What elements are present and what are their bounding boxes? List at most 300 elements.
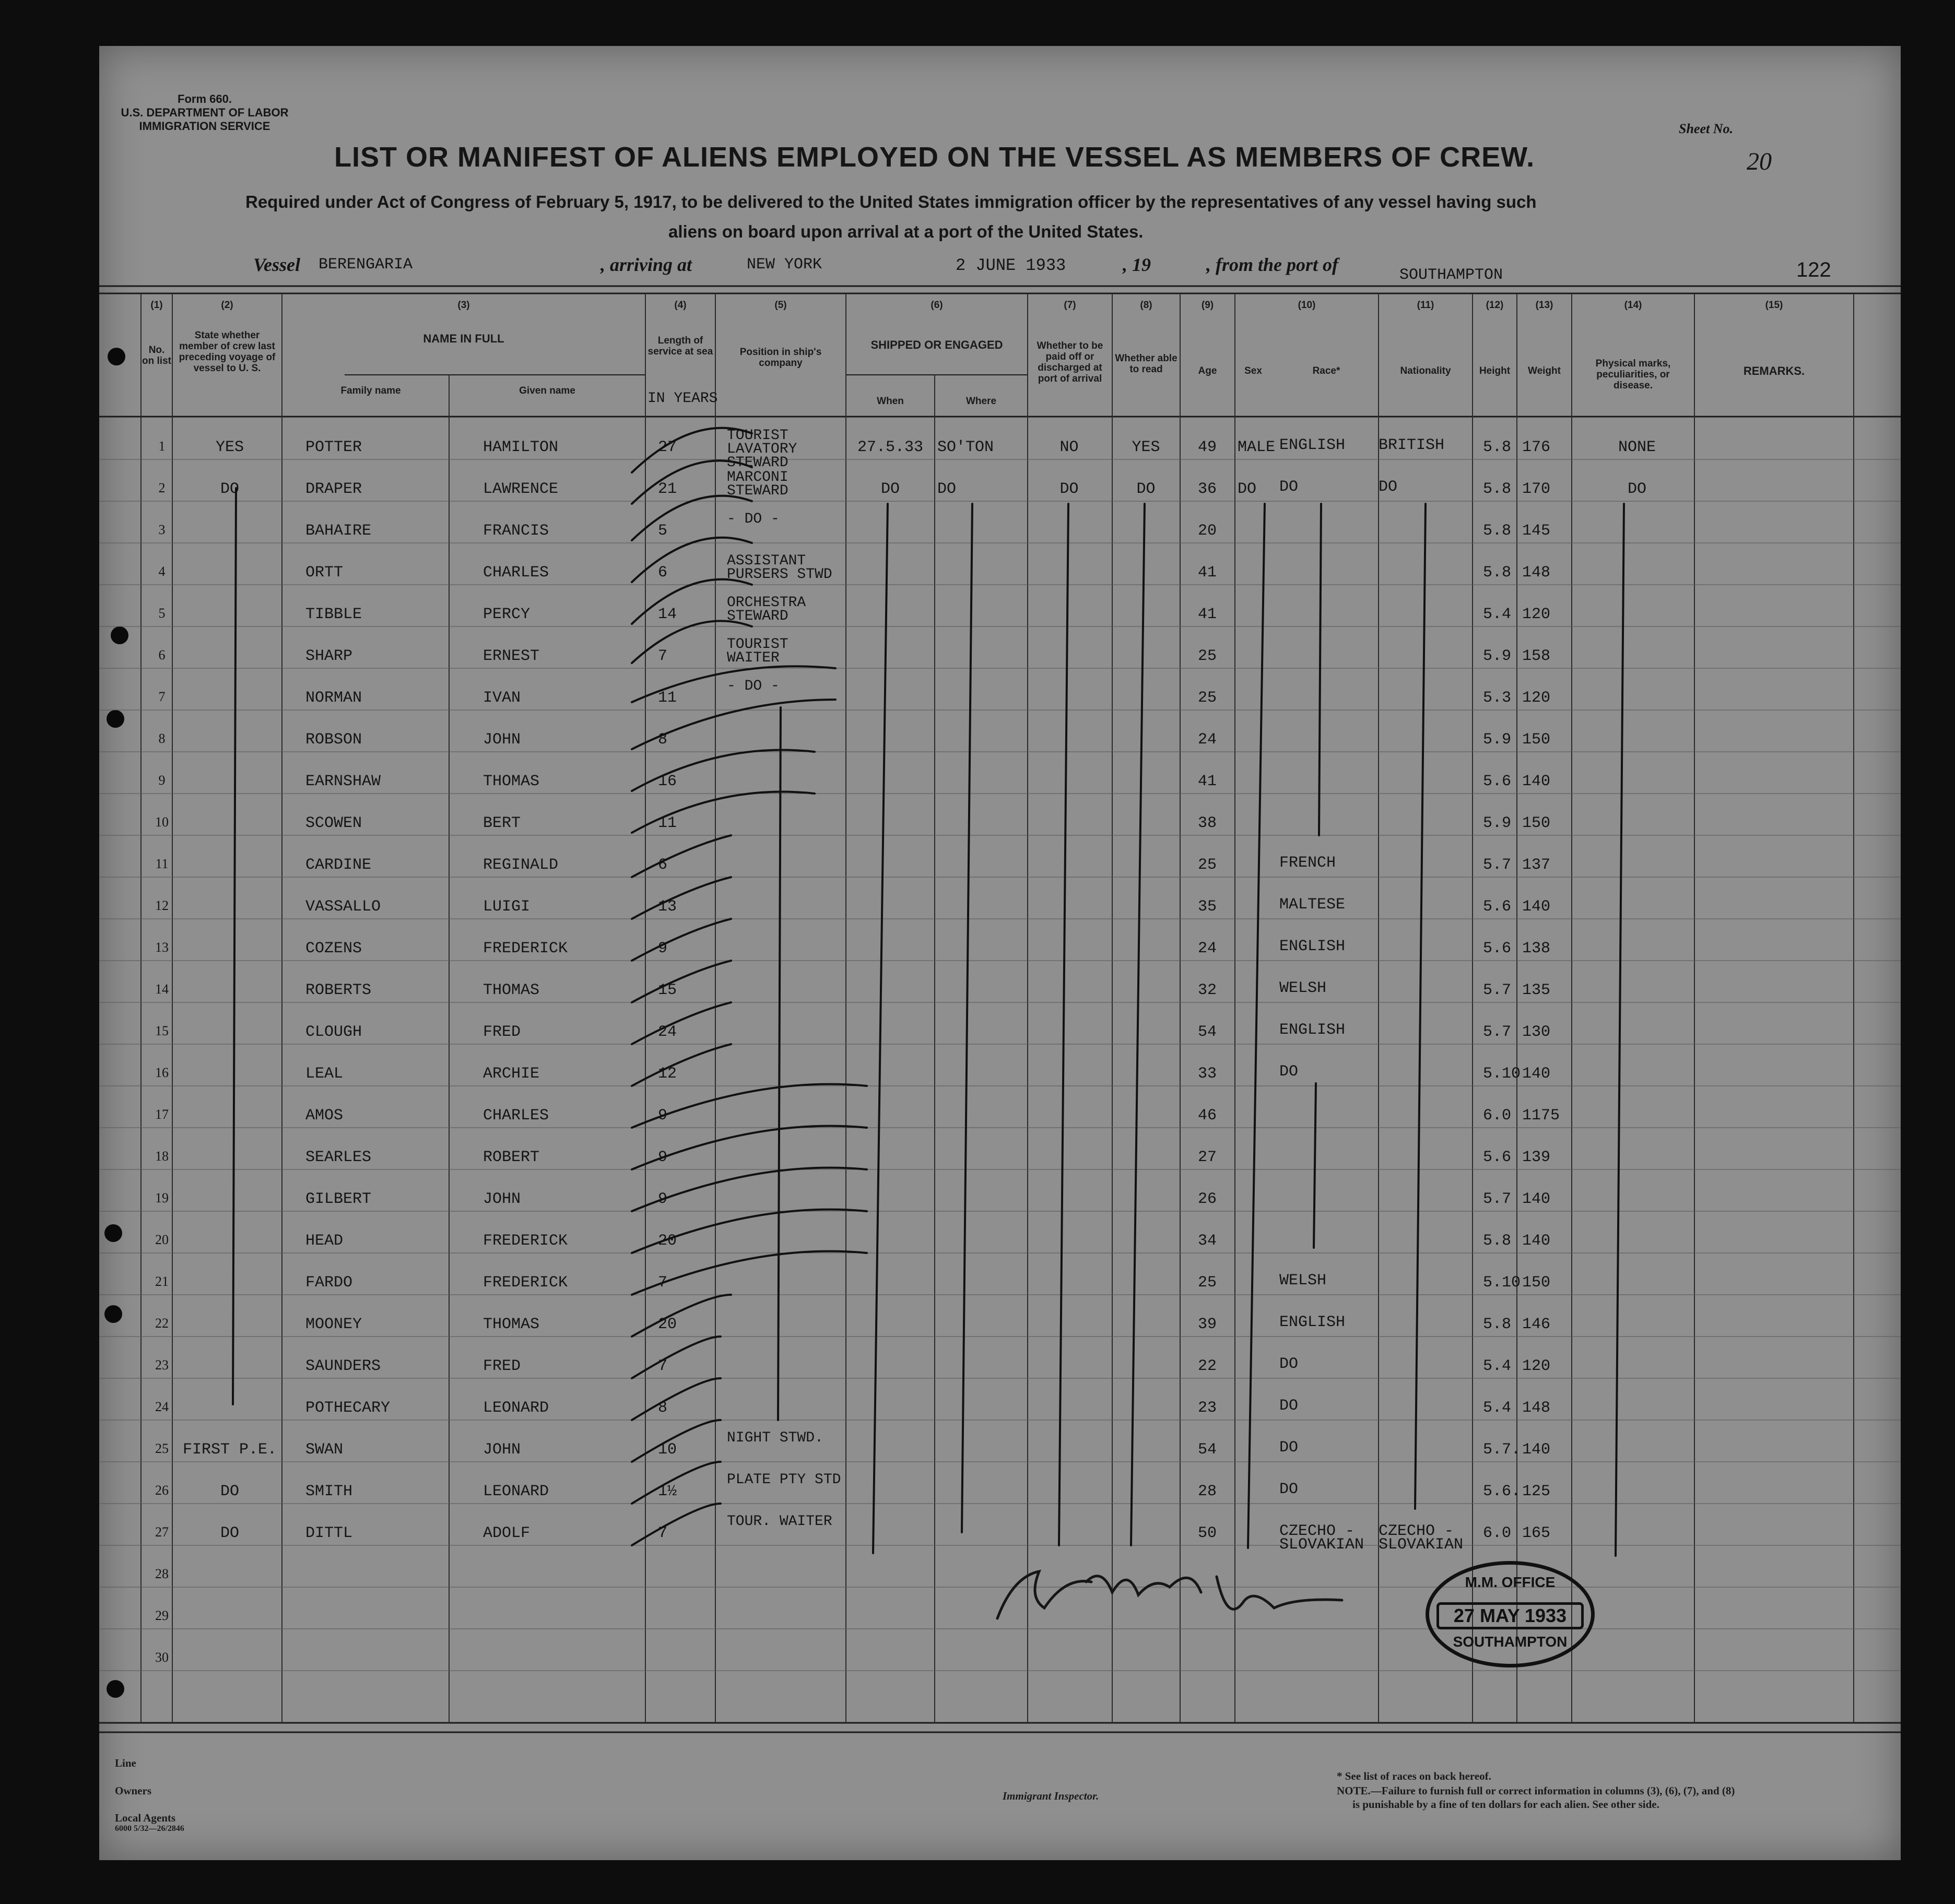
row-service-years: 5 [658,522,668,540]
row-service-years: 8 [658,731,668,749]
row-weight: 150 [1522,814,1551,832]
office-stamp [1426,1561,1595,1668]
row-age: 36 [1197,480,1217,498]
row-given-name: FREDERICK [483,940,568,957]
row-service-years: 6 [658,856,668,874]
row-family-name: DRAPER [305,480,362,498]
row-given-name: ERNEST [483,647,540,665]
row-service-years: 9 [658,1107,668,1125]
row-position: TOUR. WAITER [727,1513,832,1530]
column-number: (6) [931,300,943,311]
row-row-number: 30 [155,1650,169,1665]
footer-owners: Owners [115,1784,151,1797]
row-row-number: 18 [155,1149,169,1164]
header-physical-marks: Physical marks, peculiarities, or disease. [1595,358,1671,391]
row-previous-voyage: DO [220,1483,239,1500]
row-race: ENGLISH [1279,436,1346,454]
column-number: (9) [1201,300,1214,311]
arriving-label: , arriving at [600,254,692,275]
row-race: DO [1279,478,1299,496]
row-height: 5.8 [1483,1316,1512,1333]
row-age: 20 [1197,522,1217,540]
row-given-name: FRANCIS [483,522,549,540]
header-race: Race* [1312,365,1340,376]
column-number: (12) [1486,300,1504,311]
row-given-name: FRED [483,1023,521,1041]
row-age: 25 [1197,689,1217,707]
row-row-number: 22 [155,1316,169,1331]
row-age: 41 [1197,564,1217,582]
row-given-name: FREDERICK [483,1232,568,1250]
row-service-years: 10 [658,1441,677,1459]
row-family-name: POTTER [305,439,362,456]
row-age: 34 [1197,1232,1217,1250]
header-length-of-service: Length of service at sea [647,335,713,357]
row-service-years: 6 [658,564,668,582]
row-family-name: DITTL [305,1524,353,1542]
row-row-number: 20 [155,1232,169,1247]
row-weight: 120 [1522,606,1551,623]
column-number: (15) [1765,300,1783,311]
sheet-label: Sheet No. [1679,121,1733,136]
row-age: 50 [1197,1524,1217,1542]
row-service-years: 9 [658,1149,668,1166]
row-age: 49 [1197,439,1217,456]
row-nationality: DO [1379,478,1398,496]
row-service-years: 21 [658,480,677,498]
row-given-name: LAWRENCE [483,480,559,498]
column-number: (8) [1140,300,1152,311]
row-service-years: 15 [658,981,677,999]
vessel-label: Vessel [253,254,300,275]
row-position: ASSISTANT PURSERS STWD [727,553,832,583]
row-service-years: 16 [658,773,677,790]
row-row-number: 4 [158,564,166,579]
row-weight: 140 [1522,1441,1551,1459]
header-no-on-list: No. on list [142,345,171,366]
row-position: MARCONI STEWARD [727,469,788,499]
column-number: (11) [1417,300,1434,311]
row-family-name: SMITH [305,1483,353,1500]
row-given-name: JOHN [483,1441,521,1459]
form-number: Form 660. [178,92,232,105]
row-row-number: 6 [158,647,166,663]
row-height: 5.7. [1483,1441,1521,1459]
row-family-name: HEAD [305,1232,344,1250]
page-title: LIST OR MANIFEST OF ALIENS EMPLOYED ON THE VESSEL AS MEMBERS OF CREW. [334,141,1535,173]
row-height: 5.7 [1483,1023,1512,1041]
row-weight: 140 [1522,898,1551,916]
row-height: 5.4 [1483,1399,1512,1417]
year-label: , 19 [1123,254,1151,275]
row-row-number: 11 [155,856,169,871]
row-age: 27 [1197,1149,1217,1166]
row-row-number: 29 [155,1608,169,1623]
row-able-to-read: DO [1136,480,1156,498]
row-given-name: ARCHIE [483,1065,540,1083]
row-service-years: 7 [658,1357,668,1375]
row-family-name: ROBERTS [305,981,372,999]
row-service-years: 11 [658,814,677,832]
column-number: (5) [774,300,787,311]
row-family-name: SEARLES [305,1149,372,1166]
row-race: DO [1279,1397,1299,1415]
row-given-name: JOHN [483,1190,521,1208]
row-race: MALTESE [1279,896,1346,914]
header-position: Position in ship's company [739,347,822,369]
row-shipped-when: 27.5.33 [857,439,924,456]
row-service-years: 12 [658,1065,677,1083]
row-race: DO [1279,1063,1299,1081]
row-row-number: 8 [158,731,166,746]
row-family-name: BAHAIRE [305,522,372,540]
row-height: 5.8 [1483,1232,1512,1250]
header-family-name: Family name [340,385,401,396]
header-able-to-read: Whether able to read [1115,353,1177,375]
row-height: 5.7 [1483,1190,1512,1208]
row-weight: 148 [1522,1399,1551,1417]
row-weight: 135 [1522,981,1551,999]
row-family-name: SCOWEN [305,814,362,832]
row-family-name: ORTT [305,564,344,582]
row-height: 5.4 [1483,606,1512,623]
row-age: 54 [1197,1023,1217,1041]
row-previous-voyage: DO [220,1524,239,1542]
row-weight: 145 [1522,522,1551,540]
row-age: 33 [1197,1065,1217,1083]
header-when: When [877,396,904,407]
header-remarks: REMARKS. [1743,364,1805,377]
service-unit: IN YEARS [647,391,718,407]
footer-agents: Local Agents [115,1812,176,1824]
header-name-in-full: NAME IN FULL [423,332,504,345]
row-row-number: 24 [155,1399,169,1414]
row-row-number: 19 [155,1190,169,1205]
footer-print-code: 6000 5/32—26/2846 [115,1824,184,1833]
column-number: (7) [1064,300,1076,311]
row-family-name: POTHECARY [305,1399,391,1417]
row-height: 5.6 [1483,773,1512,790]
row-family-name: TIBBLE [305,606,362,623]
row-previous-voyage: FIRST P.E. [182,1441,277,1459]
row-row-number: 28 [155,1566,169,1581]
stamp-bottom: SOUTHAMPTON [1453,1634,1568,1650]
row-service-years: 24 [658,1023,677,1041]
row-service-years: 7 [658,647,668,665]
footer-inspector: Immigrant Inspector. [1003,1790,1099,1802]
row-weight: 150 [1522,731,1551,749]
row-age: 41 [1197,773,1217,790]
row-family-name: NORMAN [305,689,362,707]
row-height: 5.6 [1483,940,1512,957]
row-physical-marks: NONE [1618,439,1656,456]
column-number: (1) [150,300,163,311]
row-race: ENGLISH [1279,938,1346,955]
row-weight: 176 [1522,439,1551,456]
subtitle-1: Required under Act of Congress of February 5, 1917, to be delivered to the United States immigration officer by the representatives of any vessel having such [245,192,1537,211]
row-age: 25 [1197,1274,1217,1292]
row-shipped-where: DO [937,480,957,498]
row-height: 5.3 [1483,689,1512,707]
row-able-to-read: YES [1132,439,1160,456]
row-service-years: 9 [658,940,668,957]
row-race: DO [1279,1355,1299,1373]
row-height: 5.7 [1483,856,1512,874]
header-nationality: Nationality [1400,365,1451,376]
row-row-number: 15 [155,1023,169,1038]
row-weight: 125 [1522,1483,1551,1500]
row-age: 23 [1197,1399,1217,1417]
from-label: , from the port of [1206,254,1339,275]
row-weight: 120 [1522,1357,1551,1375]
row-height: 5.8 [1483,480,1512,498]
row-weight: 140 [1522,1232,1551,1250]
row-given-name: FRED [483,1357,521,1375]
row-given-name: JOHN [483,731,521,749]
row-age: 26 [1197,1190,1217,1208]
row-position: TOURIST WAITER [727,636,788,666]
row-sex: MALE [1238,439,1276,456]
page-number: 122 [1796,258,1831,281]
footer-note-1: * See list of races on back hereof. [1337,1770,1491,1782]
row-row-number: 23 [155,1357,169,1373]
row-age: 54 [1197,1441,1217,1459]
row-family-name: GILBERT [305,1190,372,1208]
row-service-years: 27 [658,439,677,456]
row-age: 35 [1197,898,1217,916]
row-position: PLATE PTY STD [727,1472,841,1488]
row-service-years: 14 [658,606,677,623]
row-race: WELSH [1279,979,1327,997]
row-shipped-when: DO [880,480,900,498]
row-service-years: 11 [658,689,677,707]
row-row-number: 12 [155,898,169,913]
stamp-date: 27 MAY 1933 [1436,1602,1584,1629]
column-number: (13) [1535,300,1553,311]
column-number: (10) [1298,300,1316,311]
row-previous-voyage: YES [215,439,244,456]
row-sex: DO [1238,480,1257,498]
row-row-number: 21 [155,1274,169,1289]
row-given-name: ROBERT [483,1149,540,1166]
row-age: 46 [1197,1107,1217,1125]
row-service-years: 20 [658,1232,677,1250]
row-given-name: THOMAS [483,773,540,790]
departure-port: SOUTHAMPTON [1399,266,1503,284]
vessel-name: BERENGARIA [319,256,413,274]
row-race: DO [1279,1481,1299,1498]
row-paid-off: NO [1059,439,1079,456]
row-service-years: 8 [658,1399,668,1417]
row-height: 5.8 [1483,564,1512,582]
row-row-number: 5 [158,606,166,621]
row-height: 5.6 [1483,1149,1512,1166]
row-row-number: 1 [158,439,166,454]
footer-note-3: is punishable by a fine of ten dollars for each alien. See other side. [1352,1798,1659,1811]
service: IMMIGRATION SERVICE [139,120,270,133]
row-position: NIGHT STWD. [727,1430,823,1446]
row-race: FRENCH [1279,854,1336,872]
row-height: 5.8 [1483,439,1512,456]
row-row-number: 14 [155,981,169,997]
row-position: TOURIST LAVATORY STEWARD [727,428,797,471]
row-age: 39 [1197,1316,1217,1333]
row-weight: 138 [1522,940,1551,957]
row-family-name: FARDO [305,1274,353,1292]
arrival-port: NEW YORK [747,256,822,274]
row-row-number: 10 [155,814,169,830]
row-row-number: 2 [158,480,166,495]
row-height: 5.10 [1483,1065,1521,1083]
row-given-name: LEONARD [483,1483,549,1500]
column-number: (2) [221,300,233,311]
row-age: 25 [1197,856,1217,874]
row-service-years: 13 [658,898,677,916]
row-family-name: SWAN [305,1441,344,1459]
row-weight: 137 [1522,856,1551,874]
row-row-number: 25 [155,1441,169,1456]
header-age: Age [1198,365,1217,376]
row-row-number: 27 [155,1524,169,1540]
row-row-number: 3 [158,522,166,537]
row-paid-off: DO [1059,480,1079,498]
row-family-name: SAUNDERS [305,1357,381,1375]
footer-note-2: NOTE.—Failure to furnish full or correct information in columns (3), (6), (7), and (8) [1337,1784,1735,1797]
header-given-name: Given name [519,385,575,396]
row-row-number: 13 [155,940,169,955]
row-height: 5.9 [1483,647,1512,665]
row-age: 22 [1197,1357,1217,1375]
row-age: 25 [1197,647,1217,665]
header-previous-voyage: State whether member of crew last preceding voyage of vessel to U. S. [179,330,276,374]
row-given-name: CHARLES [483,1107,549,1125]
row-family-name: ROBSON [305,731,362,749]
row-family-name: VASSALLO [305,898,381,916]
row-weight: 150 [1522,1274,1551,1292]
row-service-years: 9 [658,1190,668,1208]
header-where: Where [965,396,997,407]
row-weight: 170 [1522,480,1551,498]
row-age: 28 [1197,1483,1217,1500]
row-race: ENGLISH [1279,1021,1346,1039]
row-height: 6.0 [1483,1107,1512,1125]
row-weight: 139 [1522,1149,1551,1166]
row-weight: 148 [1522,564,1551,582]
row-age: 38 [1197,814,1217,832]
row-nationality: BRITISH [1379,436,1445,454]
row-given-name: THOMAS [483,981,540,999]
row-given-name: LUIGI [483,898,531,916]
row-row-number: 7 [158,689,166,704]
row-weight: 158 [1522,647,1551,665]
row-family-name: EARNSHAW [305,773,381,790]
row-family-name: CLOUGH [305,1023,362,1041]
column-number: (3) [457,300,470,311]
header-sex: Sex [1244,365,1262,376]
column-number: (4) [674,300,687,311]
row-position: - DO - [727,678,780,694]
row-position: - DO - [727,511,780,527]
row-height: 6.0 [1483,1524,1512,1542]
row-position: ORCHESTRA STEWARD [727,595,806,624]
row-row-number: 9 [158,773,166,788]
row-height: 5.8 [1483,522,1512,540]
row-previous-voyage: DO [220,480,239,498]
header-height: Height [1479,365,1511,376]
arrival-date: 2 JUNE 1933 [956,256,1066,275]
row-weight: 140 [1522,773,1551,790]
footer-line: Line [115,1757,136,1769]
row-weight: 130 [1522,1023,1551,1041]
row-service-years: 7 [658,1274,668,1292]
row-given-name: LEONARD [483,1399,549,1417]
row-row-number: 16 [155,1065,169,1080]
row-given-name: IVAN [483,689,521,707]
row-race: ENGLISH [1279,1314,1346,1331]
row-age: 32 [1197,981,1217,999]
subtitle-2: aliens on board upon arrival at a port of the United States. [668,222,1144,241]
row-weight: 1175 [1522,1107,1560,1125]
row-nationality: CZECHO - SLOVAKIAN [1379,1522,1464,1554]
row-physical-marks: DO [1627,480,1646,498]
row-weight: 120 [1522,689,1551,707]
row-row-number: 26 [155,1483,169,1498]
row-height: 5.9 [1483,731,1512,749]
row-given-name: HAMILTON [483,439,559,456]
row-row-number: 17 [155,1107,169,1122]
row-race: CZECHO - SLOVAKIAN [1279,1522,1364,1554]
stamp-top: M.M. OFFICE [1465,1574,1556,1590]
column-number: (14) [1624,300,1642,311]
row-family-name: SHARP [305,647,353,665]
row-family-name: AMOS [305,1107,344,1125]
row-given-name: REGINALD [483,856,559,874]
row-weight: 165 [1522,1524,1551,1542]
row-family-name: MOONEY [305,1316,362,1333]
row-age: 24 [1197,731,1217,749]
row-given-name: BERT [483,814,521,832]
row-given-name: CHARLES [483,564,549,582]
row-given-name: ADOLF [483,1524,531,1542]
header-shipped-engaged: SHIPPED OR ENGAGED [870,338,1003,351]
row-height: 5.4 [1483,1357,1512,1375]
row-weight: 140 [1522,1065,1551,1083]
row-service-years: 7 [658,1524,668,1542]
row-weight: 140 [1522,1190,1551,1208]
row-family-name: CARDINE [305,856,372,874]
row-given-name: THOMAS [483,1316,540,1333]
row-given-name: PERCY [483,606,531,623]
row-family-name: COZENS [305,940,362,957]
row-height: 5.6. [1483,1483,1521,1500]
header-paid-off: Whether to be paid off or discharged at port of arrival [1037,340,1103,384]
row-given-name: FREDERICK [483,1274,568,1292]
row-service-years: 20 [658,1316,677,1333]
row-height: 5.6 [1483,898,1512,916]
row-height: 5.7 [1483,981,1512,999]
row-weight: 146 [1522,1316,1551,1333]
row-age: 41 [1197,606,1217,623]
row-family-name: LEAL [305,1065,344,1083]
row-height: 5.10 [1483,1274,1521,1292]
row-age: 24 [1197,940,1217,957]
header-weight: Weight [1528,365,1561,376]
department: U.S. DEPARTMENT OF LABOR [121,106,289,119]
row-race: WELSH [1279,1272,1327,1290]
row-race: DO [1279,1439,1299,1457]
row-shipped-where: SO'TON [937,439,994,456]
inspector-signature [982,1545,1358,1634]
